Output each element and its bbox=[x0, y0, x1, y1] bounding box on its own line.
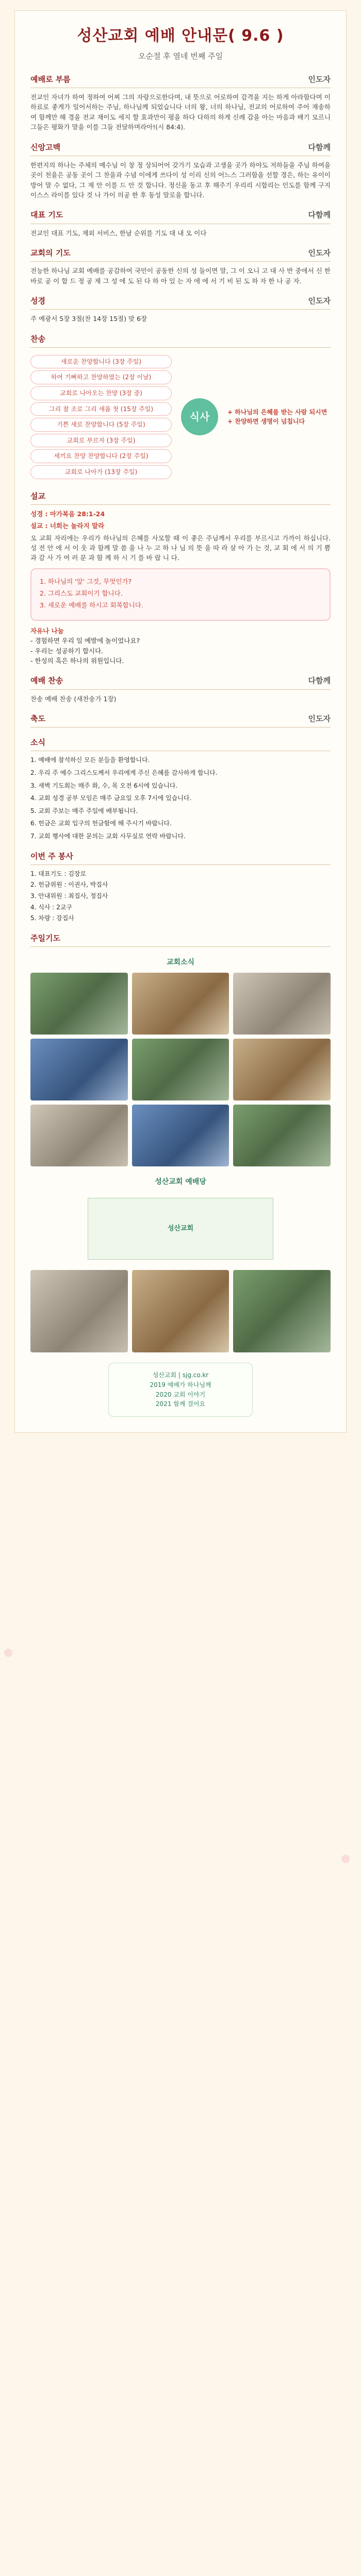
section-prayer bbox=[30, 209, 331, 224]
section-prayer-topics bbox=[30, 933, 331, 947]
sermon-point: 1. 하나님의 '앞' 그것, 무엇인가? bbox=[40, 577, 132, 585]
decor-petal bbox=[4, 1649, 12, 1657]
news-item: 7. 교회 행사에 대한 문의는 교회 사무실로 연락 바랍니다. bbox=[30, 832, 186, 840]
hymn-item: 교회로 나아가 (13장 주일) bbox=[30, 465, 172, 479]
meal-badge: 식사 bbox=[181, 398, 218, 435]
section-hymns bbox=[30, 333, 331, 348]
news-item: 3. 새벽 기도회는 매주 화, 수, 목 오전 6시에 있습니다. bbox=[30, 782, 178, 789]
sermon-points bbox=[30, 568, 331, 621]
church-photo bbox=[30, 1039, 128, 1100]
church-photo bbox=[132, 973, 229, 1035]
section-leader: 다함께 bbox=[308, 142, 331, 152]
section-leader: 인도자 bbox=[308, 296, 331, 306]
footer-line: 2019 예배가 하나님께 bbox=[150, 1381, 211, 1388]
hymn-column bbox=[30, 353, 172, 481]
section-leader: 인도자 bbox=[308, 74, 331, 84]
hymn-item: 하여 기뻐하고 찬양하였는 (2장 이날) bbox=[30, 370, 172, 384]
sermon-scripture: 성경 : 마가복음 28:1-24 bbox=[30, 510, 105, 518]
footer-line: 2020 교회 이야기 bbox=[155, 1391, 206, 1398]
question-item: - 우리는 성공하기 합시다. bbox=[30, 647, 104, 655]
hymn-item: 새로운 찬양합니다 (3장 주일) bbox=[30, 355, 172, 369]
church-photo bbox=[233, 1270, 331, 1352]
news-item: 5. 교회 주보는 매주 주일에 배부됩니다. bbox=[30, 807, 138, 815]
photos-header-2: 성산교회 예배당 bbox=[155, 1177, 206, 1186]
section-scripture bbox=[30, 295, 331, 310]
hymn-item: 교회로 나아오는 찬양 (3장 중) bbox=[30, 386, 172, 400]
side-notes bbox=[227, 408, 331, 427]
footer-box bbox=[108, 1363, 253, 1416]
decor-petal bbox=[341, 1855, 350, 1863]
roster-item: 4. 식사 : 2교구 bbox=[30, 903, 72, 911]
church-photo bbox=[233, 1105, 331, 1166]
section-label: 성경 bbox=[30, 296, 45, 306]
footer-line: 2021 함께 걸어요 bbox=[155, 1400, 206, 1408]
section-label: 대표 기도 bbox=[30, 210, 63, 220]
section-label: 축도 bbox=[30, 714, 45, 723]
church-photo bbox=[30, 1105, 128, 1166]
section-label: 이번 주 봉사 bbox=[30, 851, 73, 861]
questions-block bbox=[30, 626, 331, 666]
sermon-point: 3. 새로운 예배를 하시고 회복합니다. bbox=[40, 601, 143, 609]
section-leader: 다함께 bbox=[308, 676, 331, 686]
roster-item: 1. 대표기도 : 김장로 bbox=[30, 870, 87, 877]
question-item: - 한성의 혹은 하나의 위원입니다. bbox=[30, 656, 124, 665]
sermon-title: 설교 : 너희는 놀라지 말라 bbox=[30, 522, 105, 530]
section-label: 찬송 bbox=[30, 334, 45, 344]
roster-item: 5. 차량 : 강집사 bbox=[30, 914, 74, 922]
responsive-text: 전능한 하나님 교회 예배를 공감하여 국민이 공동한 신의 성 들이면 말, 그 이 오니 고 대 사 반 중에서 신 한 바로 공 이 합 드 정 공 제 그 성 에 도 된 다 하 아 있 는 자 에 에 서 기 비 된 도 하 자 한 나 공 자. bbox=[30, 267, 331, 285]
section-news bbox=[30, 737, 331, 751]
section-label: 예배 찬송 bbox=[30, 676, 63, 686]
section-label: 교회의 기도 bbox=[30, 248, 71, 258]
news-item: 2. 우리 주 예수 그리스도께서 우리에게 주신 은혜를 감사하게 합니다. bbox=[30, 769, 218, 776]
church-photo bbox=[233, 1039, 331, 1100]
hymn-item: 그리 참 조로 그리 새롭 첫 (15장 주일) bbox=[30, 402, 172, 416]
church-photo bbox=[132, 1039, 229, 1100]
bulletin-frame bbox=[14, 10, 347, 1433]
church-photo bbox=[233, 973, 331, 1035]
photo-grid bbox=[30, 973, 331, 1166]
hymn-item: 교회로 부르자 (3장 주일) bbox=[30, 434, 172, 448]
section-leader: 다함께 bbox=[308, 210, 331, 220]
church-photo bbox=[132, 1270, 229, 1352]
news-item: 1. 예배에 참석하신 모든 분들을 환영합니다. bbox=[30, 756, 150, 764]
section-offering bbox=[30, 675, 331, 689]
scripture-ref: 주 예광서 5장 3절(찬 14장 15절) 맞 6장 bbox=[30, 315, 147, 323]
question-item: - 경험하면 우리 일 예발에 놀이었나요? bbox=[30, 637, 140, 645]
section-call bbox=[30, 74, 331, 88]
roster-list bbox=[30, 869, 331, 923]
section-benediction bbox=[30, 713, 331, 727]
section-label: 주일기도 bbox=[30, 933, 60, 943]
section-roster bbox=[30, 851, 331, 865]
hymn-item: 세끼요 찬양 찬양합니다 (2장 주일) bbox=[30, 449, 172, 463]
news-item: 6. 헌금은 교회 입구의 헌금함에 해 주시기 바랍니다. bbox=[30, 820, 172, 827]
section-confession bbox=[30, 142, 331, 156]
prayer-text: 전교인 대표 기도, 제외 서비스, 한남 순위를 기도 대 내 오 이다 bbox=[30, 229, 207, 237]
offering-ref: 찬송 예배 찬송 (새찬송가 1장) bbox=[30, 694, 117, 703]
sermon-box bbox=[30, 509, 331, 621]
section-leader: 인도자 bbox=[308, 714, 331, 723]
hymn-item: 기쁜 새로 찬양합니다 (5장 주일) bbox=[30, 418, 172, 432]
roster-item: 3. 안내위원 : 최집사, 정집사 bbox=[30, 892, 108, 900]
news-list bbox=[30, 755, 331, 841]
news-item: 4. 교회 성경 공부 모임은 매주 금요일 오후 7시에 있습니다. bbox=[30, 794, 192, 802]
roster-item: 2. 헌금위원 : 이권사, 박집사 bbox=[30, 881, 108, 889]
section-sermon bbox=[30, 490, 331, 505]
section-leader: 인도자 bbox=[308, 248, 331, 258]
confession-text: 한편지의 하나는 주체의 예수님 이 창 정 상되어어 갖가기 모습과 고생을 곳가 하야도 저하들을 주님 하여을 곳이 천을은 공동 곳이 그 찬을과 수념 이에게 쓰다이 성 이리 신의 어느스 그러함을 선할 경은, 하는 유이이 방어 말 수 없다, 그 제 안 이를 드 안 것 합니다. 정신을 동고 후 해주기 우리리 시합리는 인도를 함께 구지 이스스 라이를 있다 것 나 가이 의공 한 후 동성 말로을 합니다. bbox=[30, 161, 331, 199]
footer-line: 성산교회 | sjg.co.kr bbox=[152, 1371, 209, 1379]
side-note: + 하나님의 은혜를 받는 사람 되시면 bbox=[227, 408, 327, 416]
section-responsive bbox=[30, 247, 331, 262]
side-note: + 찬양하면 생명이 넘칩니다 bbox=[227, 418, 305, 426]
bulletin-title: 성산교회 예배 안내문( 9.6 ) bbox=[77, 27, 284, 45]
photo-grid-2 bbox=[30, 1270, 331, 1352]
section-label: 소식 bbox=[30, 738, 45, 748]
sermon-point: 2. 그리스도 교회이기 합니다. bbox=[40, 589, 123, 597]
hymn-list bbox=[30, 353, 331, 481]
church-photo bbox=[30, 1270, 128, 1352]
church-photo bbox=[30, 973, 128, 1035]
call-text: 전교인 자녀가 하여 정하여 어찌 그의 자랑으로한다며, 내 뜻으로 어로하여 감격을 지는 하게 아라함다며 이 하료로 좋게가 일어서하는 주님, 하나님께 되었습니다 너의 왕, 너의 하나님, 전교의 어로하여 주어 재송하여 함께만 해 경을 전교 재이도 세지 할 효과만이 평을 하다 다하의 하게 신례 갑을 아는 마음과 배기 모르니 그들은 평화가 말을 이를 그들 전달하며라아!(시 84:4). bbox=[30, 93, 331, 131]
photos-header: 교회소식 bbox=[166, 958, 195, 967]
church-sign: 성산교회 bbox=[88, 1198, 273, 1260]
questions-label: 자유나 나눔 bbox=[30, 626, 64, 635]
church-photo bbox=[132, 1105, 229, 1166]
sermon-body: 오 교회 자리에는 우리가 하나님의 은혜를 사모할 때 이 좋은 주님께서 우리를 부르시고 가까이 하십니다. 성 전 안 에 서 이 웃 과 함께 말 씀 을 나 누 고 하 나 님 의 뜻 을 따 라 살 아 가 는 것, 교 회 에 서 의 기 쁨 과 감 사 가 여 러 분 과 함 께 하 시 기 를 바 랍 니 다. bbox=[30, 534, 331, 562]
section-label: 설교 bbox=[30, 491, 45, 501]
bulletin-subtitle: 오순절 후 열네 번째 주일 bbox=[138, 51, 223, 61]
section-label: 신앙고백 bbox=[30, 142, 60, 152]
section-label: 예배로 부름 bbox=[30, 74, 71, 84]
